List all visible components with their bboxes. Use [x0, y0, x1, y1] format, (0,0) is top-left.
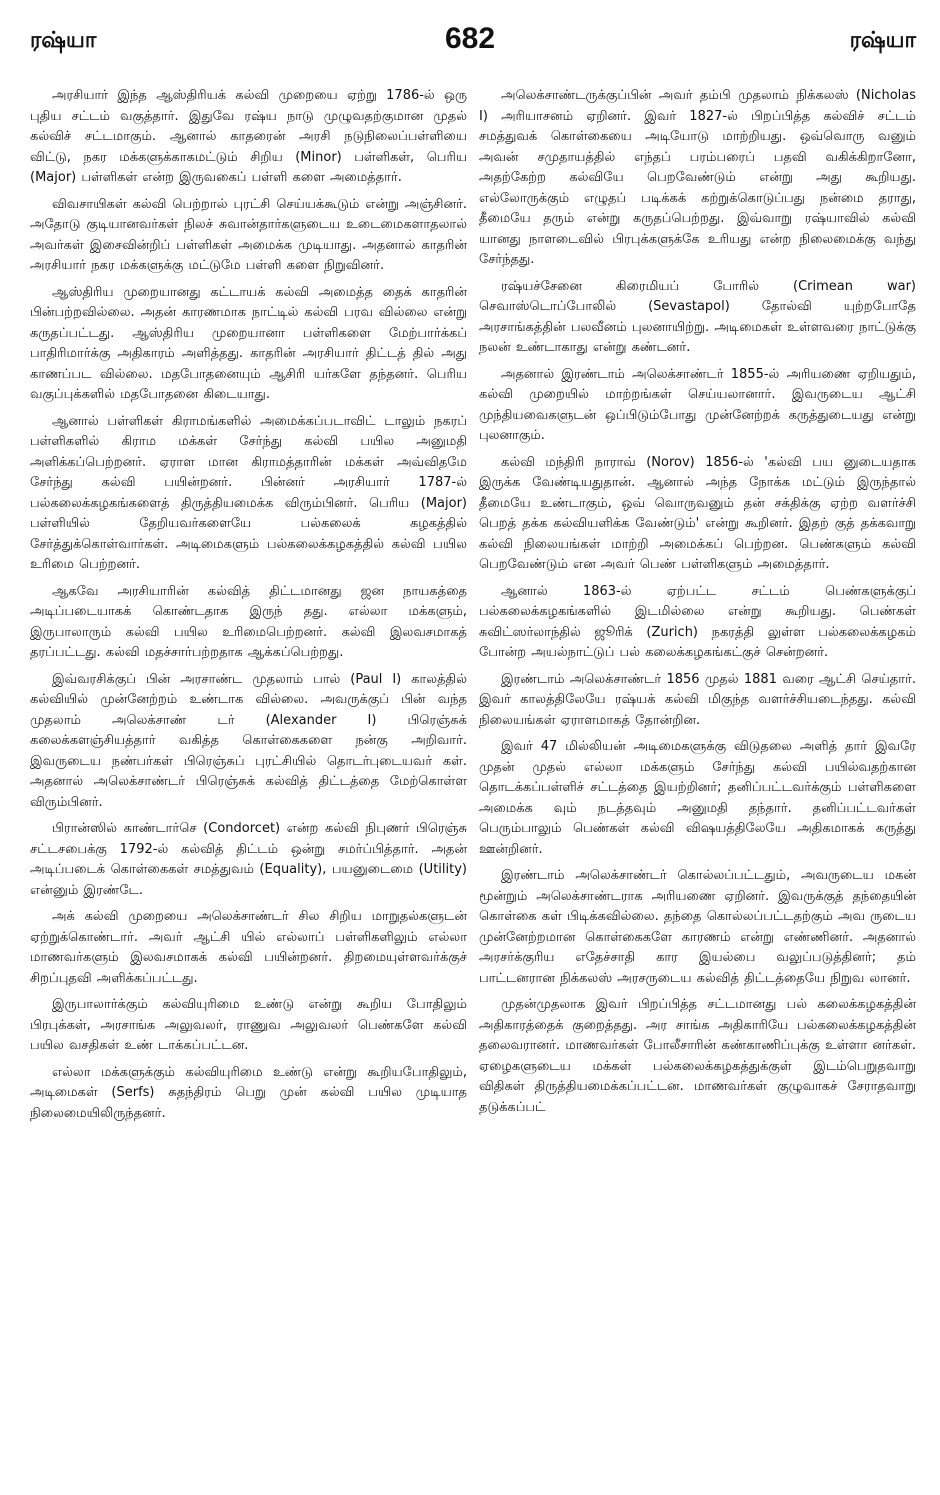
page-header: [0, 22, 940, 62]
right-column: [479, 86, 916, 1478]
paragraph: அதனால் இரண்டாம் அலெக்சாண்டர் 1855-ல் அரியணை ஏறியதும், கல்வி முறையில் மாற்றங்கள் செய்யலானார். இவருடைய ஆட்சி முந்தியவைகளுடன் ஒப்பிடும்போது முன்னேற்றக் கருத்துடையது என்று புலனாகும்.: [479, 366, 916, 443]
running-head-left: ரஷ்யா: [30, 28, 97, 53]
paragraph: இரண்டாம் அலெக்சாண்டர் கொல்லப்பட்டதும், அவருடைய மகன் மூன்றும் அலெக்சாண்டராக அரியணை ஏறினர். இவருக்குத் தந்தையின் கொள்கை கள் பிடிக்கவில்லை. தந்தை கொல்லப்பட்டதற்கும் அவ ருடைய முன்னேற்றமான கொள்கைகளே காரணம் என்று எண்ணினர். அதனால் அரசர்க்குரிய எதேச்சாதி கார இயல்பை வலுப்படுத்தினர்; தம் பாட்டனரான நிக்கலஸ் அரசருடைய கல்வித் திட்டத்தையே நிறுவ லானர்.: [479, 868, 916, 986]
running-head-right: ரஷ்யா: [849, 28, 916, 53]
paragraph: ரஷ்யச்சேனை கிரைமியப் போரில் (Crimean war) செவாஸ்டொப்போலில் (Sevastapol) தோல்வி யுற்றபோதே அரசாங்கத்தின் பலவீனம் புலனாயிற்று. அடிமைகள் உள்ளவரை நாட்டுக்கு நலன் உண்டாகாது என்று கண்டனர்.: [479, 278, 916, 355]
page-number: 682: [444, 22, 496, 55]
left-column: [30, 86, 467, 1478]
paragraph: ஆஸ்திரிய முறையானது கட்டாயக் கல்வி அமைத்த தைக் காதரின் பின்பற்றவில்லை. அதன் காரணமாக நாட்டில் கல்வி பரவ வில்லை என்று கருதப்பட்டது. ஆஸ்திரிய முறையானா பள்ளிகளை மேற்பார்க்கப் பாதிரிமார்க்கு அதிகாரம் அளித்தது. காதரின் அரசியார் திட்டத் தில் அது காணப்பட வில்லை. மதபோதனையும் ஆசிரி யர்களே தந்தனர். பெரிய வகுப்புக்களில் மதபோதனை கிடையாது.: [30, 284, 467, 402]
paragraph: அலெக்சாண்டருக்குப்பின் அவர் தம்பி முதலாம் நிக்கலஸ் (Nicholas I) அரியாசனம் ஏறினர். இவர் 1827-ல் பிறப்பித்த கல்விச் சட்டம் சமத்துவக் கொள்கையை அடியோடு மாற்றியது. ஒவ்வொரு வனும் அவன் சமுதாயத்தில் எந்தப் பரம்பரைப் பதவி வகிக்கிறானோ, அதற்கேற்ற கல்வியே பெறவேண்டும் என்று அது கூறியது. எல்லோருக்கும் எழுதப் படிக்கக் கற்றுக்கொடுப்பது நன்மை தராது, தீமையே தரும் என்று கருதப்பெற்றது. இவ்வாறு ரஷ்யாவில் கல்வி யானது நாளடைவில் பிரபுக்களுக்கே உரியது என்ற நிலைமைக்கு வந்து சேர்ந்தது.: [479, 88, 916, 267]
paragraph: கல்வி மந்திரி நாராவ் (Norov) 1856-ல் 'கல்வி பய னுடையதாக இருக்க வேண்டியதுதான். ஆனால் அந்த நோக்க மட்டும் இருந்தால் தீமையே உண்டாகும், ஒவ் வொருவனும் தன் சக்திக்கு ஏற்ற வளர்ச்சி பெறத் தக்க கல்வியளிக்க வேண்டும்' என்று கூறினர். இதற் குத் தக்கவாறு கல்வி நிலையங்கள் மாற்றி அமைக்கப் பெற்றன. பெண்களும் கல்வி பெறவேண்டும் என அவர் பெண் பள்ளிகளும் அமைத்தார்.: [479, 454, 916, 572]
paragraph: எல்லா மக்களுக்கும் கல்வியுரிமை உண்டு என்று கூறியபோதிலும், அடிமைகள் (Serfs) சுதந்திரம் பெறு முன் கல்வி பயில முடியாத நிலைமையிலிருந்தனர்.: [30, 1064, 467, 1121]
paragraph: விவசாயிகள் கல்வி பெற்றால் புரட்சி செய்யக்கூடும் என்று அஞ்சினர். அதோடு குடியானவர்கள் நிலச் சுவான்தார்களுடைய உடைமைகளாதலால் அவர்கள் இசைவின்றிப் பள்ளிகள் அமைக்க முடியாது. அதனால் காதரின் அரசியார் நகர மக்களுக்கு மட்டுமே பள்ளி களை நிறுவினர்.: [30, 196, 467, 273]
paragraph: பிரான்ஸில் காண்டார்செ (Condorcet) என்ற கல்வி நிபுணர் பிரெஞ்சு சட்டசபைக்கு 1792-ல் கல்வித் திட்டம் ஒன்று சமர்ப்பித்தார். அதன் அடிப்படைக் கொள்கைகள் சமத்துவம் (Equality), பயனுடைமை (Utility) என்னும் இரண்டே.: [30, 821, 467, 898]
paragraph: இரண்டாம் அலெக்சாண்டர் 1856 முதல் 1881 வரை ஆட்சி செய்தார். இவர் காலத்திலேயே ரஷ்யக் கல்வி மிகுந்த வளர்ச்சியடைந்தது. கல்வி நிலையங்கள் ஏராளமாகத் தோன்றின.: [479, 671, 916, 728]
paragraph: முதன்முதலாக இவர் பிறப்பித்த சட்டமானது பல் கலைக்கழகத்தின் அதிகாரத்தைக் குறைத்தது. அர சாங்க அதிகாரியே பல்கலைக்கழகத்தின் தலைவரானர். மாணவர்கள் போலீசாரின் கண்காணிப்புக்கு உள்ளா னர்கள். ஏழைகளுடைய மக்கள் பல்கலைக்கழகத்துக்குள் இடம்பெறுதவாறு விதிகள் திருத்தியமைக்கப்பட்டன. மாணவர்கள் குழுவாகச் சேராதவாறு தடுக்கப்பட்: [479, 997, 916, 1115]
paragraph: இவ்வரசிக்குப் பின் அரசாண்ட முதலாம் பால் (Paul I) காலத்தில் கல்வியில் முன்னேற்றம் உண்டாக வில்லை. அவருக்குப் பின் வந்த முதலாம் அலெக்சாண் டர் (Alexander I) பிரெஞ்சுக் கலைக்களஞ்சியத்தார் வகித்த கொள்கைகளை நன்கு அறிவார். இவருடைய நண்பர்கள் பிரெஞ்சுப் புரட்சியில் தொடர்புடையவர் கள். அதனால் அலெக்சாண்டர் பிரெஞ்சுக் கல்வித் திட்டத்தை மேற்கொள்ள விரும்பினர்.: [30, 671, 467, 810]
paragraph: அக் கல்வி முறையை அலெக்சாண்டர் சில சிறிய மாறுதல்களுடன் ஏற்றுக்கொண்டார். அவர் ஆட்சி யில் எல்லாப் பள்ளிகளிலும் எல்லா மாணவர்களும் இலவசமாகக் கல்வி பயின்றனர். திறமையுள்ளவர்க்குச் சிறப்புதவி அளிக்கப்பட்டது.: [30, 909, 467, 986]
paragraph: அரசியார் இந்த ஆஸ்திரியக் கல்வி முறையை ஏற்று 1786-ல் ஒரு புதிய சட்டம் வகுத்தார். இதுவே ரஷ்ய நாடு முழுவதற்குமான முதல் கல்விச் சட்டமாகும். ஆனால் காதரைன் அரசி நடுநிலைப்பள்ளியை விட்டு, நகர மக்களுக்காகமட்டும் சிறிய (Minor) பள்ளிகள், பெரிய (Major) பள்ளிகள் என்ற இருவகைப் பள்ளி களை அமைத்தார்.: [30, 88, 467, 185]
paragraph: இருபாலார்க்கும் கல்வியுரிமை உண்டு என்று கூறிய போதிலும் பிரபுக்கள், அரசாங்க அலுவலர், ராணுவ அலுவலர் பெண்களே கல்வி பயில வசதிகள் உண் டாக்கப்பட்டன.: [30, 997, 467, 1053]
paragraph: ஆனால் பள்ளிகள் கிராமங்களில் அமைக்கப்படாவிட் டாலும் நகரப் பள்ளிகளில் கிராம மக்கள் சேர்ந்து கல்வி பயில அனுமதி அளிக்கப்பெற்றனர். ஏராள மான கிராமத்தாரின் மக்கள் அவ்விதமே சேர்ந்து கல்வி பயின்றனர். பின்னர் அரசியார் 1787-ல் பல்கலைக்கழகங்களைத் திருத்தியமைக்க விரும்பினர். பெரிய (Major) பள்ளியில் தேறியவர்களையே பல்கலைக் கழகத்தில் சேர்த்துக்கொள்வார்கள். அடிமைகளும் பல்கலைக்கழகத்தில் கல்வி பயில உரிமை பெற்றனர்.: [30, 413, 467, 572]
paragraph: இவர் 47 மில்லியன் அடிமைகளுக்கு விடுதலை அளித் தார் இவரே முதன் முதல் எல்லா மக்களும் சேர்ந்து கல்வி பயில்வதற்கான தொடக்கப்பள்ளிச் சட்டத்தை இயற்றினர்; தனிப்பட்டவர்க்கும் பள்ளிகளை அமைக்க வும் நடத்தவும் அனுமதி தந்தார். தனிப்பட்டவர்கள் பெரும்பாலும் பெண்கள் கல்வி விஷயத்திலேயே அதிகமாகக் கருத்து ஊன்றினர்.: [479, 739, 916, 857]
paragraph: ஆகவே அரசியாரின் கல்வித் திட்டமானது ஜன நாயகத்தை அடிப்படையாகக் கொண்டதாக இருந் தது. எல்லா மக்களும், இருபாலாரும் கல்வி பயில உரிமைபெற்றனர். கல்வி இலவசமாகத் தரப்பட்டது. கல்வி மதச்சார்பற்றதாக ஆக்கப்பெற்றது.: [30, 583, 467, 660]
paragraph: ஆனால் 1863-ல் ஏற்பட்ட சட்டம் பெண்களுக்குப் பல்கலைக்கழகங்களில் இடமில்லை என்று கூறியது. பெண்கள் சுவிட்ஸர்லாந்தில் ஜூரிக் (Zurich) நகரத்தி லுள்ள பல்கலைக்கழகம் போன்ற அயல்நாட்டுப் பல் கலைக்கழகங்கட்குச் சென்றனர்.: [479, 583, 916, 660]
